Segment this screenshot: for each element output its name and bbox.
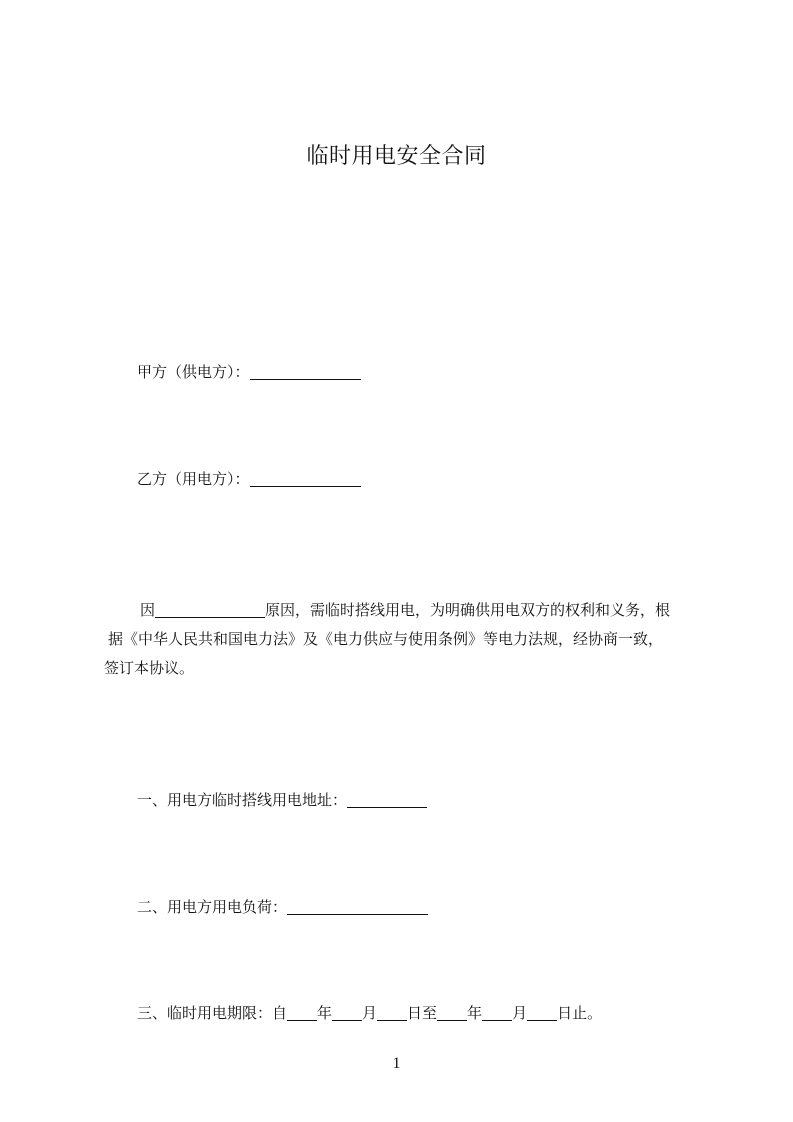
party-b-blank[interactable] (250, 470, 361, 487)
party-a-line (137, 361, 361, 383)
end-year-text: 年 (467, 1004, 483, 1022)
clause-load-label: 二、用电方用电负荷： (137, 898, 288, 916)
start-month-blank[interactable] (332, 1004, 362, 1021)
clause-address-line (137, 789, 427, 811)
clause-address-label: 一、用电方临时搭线用电地址： (137, 791, 348, 809)
intro-line-1-text: 原因，需临时搭线用电，为明确供用电双方的权利和义务，根 (265, 601, 671, 619)
party-b-line (137, 468, 361, 490)
document-title: 临时用电安全合同 (306, 144, 487, 169)
end-day-text: 日止。 (557, 1004, 603, 1022)
end-month-blank[interactable] (482, 1004, 512, 1021)
end-month-text: 月 (512, 1004, 528, 1022)
start-year-text: 年 (317, 1004, 333, 1022)
clause-load-line (137, 896, 428, 918)
party-a-blank[interactable] (250, 363, 361, 380)
intro-line-2: 据《中华人民共和国电力法》及《电力供应与使用条例》等电力法规，经协商一致， (108, 630, 664, 648)
intro-paragraph (104, 596, 694, 683)
intro-prefix: 因 (140, 601, 156, 619)
party-a-label: 甲方（供电方）： (137, 363, 250, 381)
reason-blank[interactable] (155, 601, 265, 618)
end-day-blank[interactable] (527, 1004, 557, 1021)
address-blank[interactable] (347, 791, 427, 808)
start-year-blank[interactable] (287, 1004, 317, 1021)
start-month-text: 月 (362, 1004, 378, 1022)
clause-period-line (137, 1002, 602, 1024)
intro-line-3: 签订本协议。 (104, 659, 195, 677)
end-year-blank[interactable] (437, 1004, 467, 1021)
start-day-blank[interactable] (377, 1004, 407, 1021)
load-blank[interactable] (287, 898, 428, 915)
clause-period-label: 三、临时用电期限：自 (137, 1004, 288, 1022)
intro-line-1 (104, 596, 694, 625)
party-b-label: 乙方（用电方）： (137, 470, 250, 488)
start-day-text: 日至 (407, 1004, 438, 1022)
page-number: 1 (392, 1055, 401, 1072)
